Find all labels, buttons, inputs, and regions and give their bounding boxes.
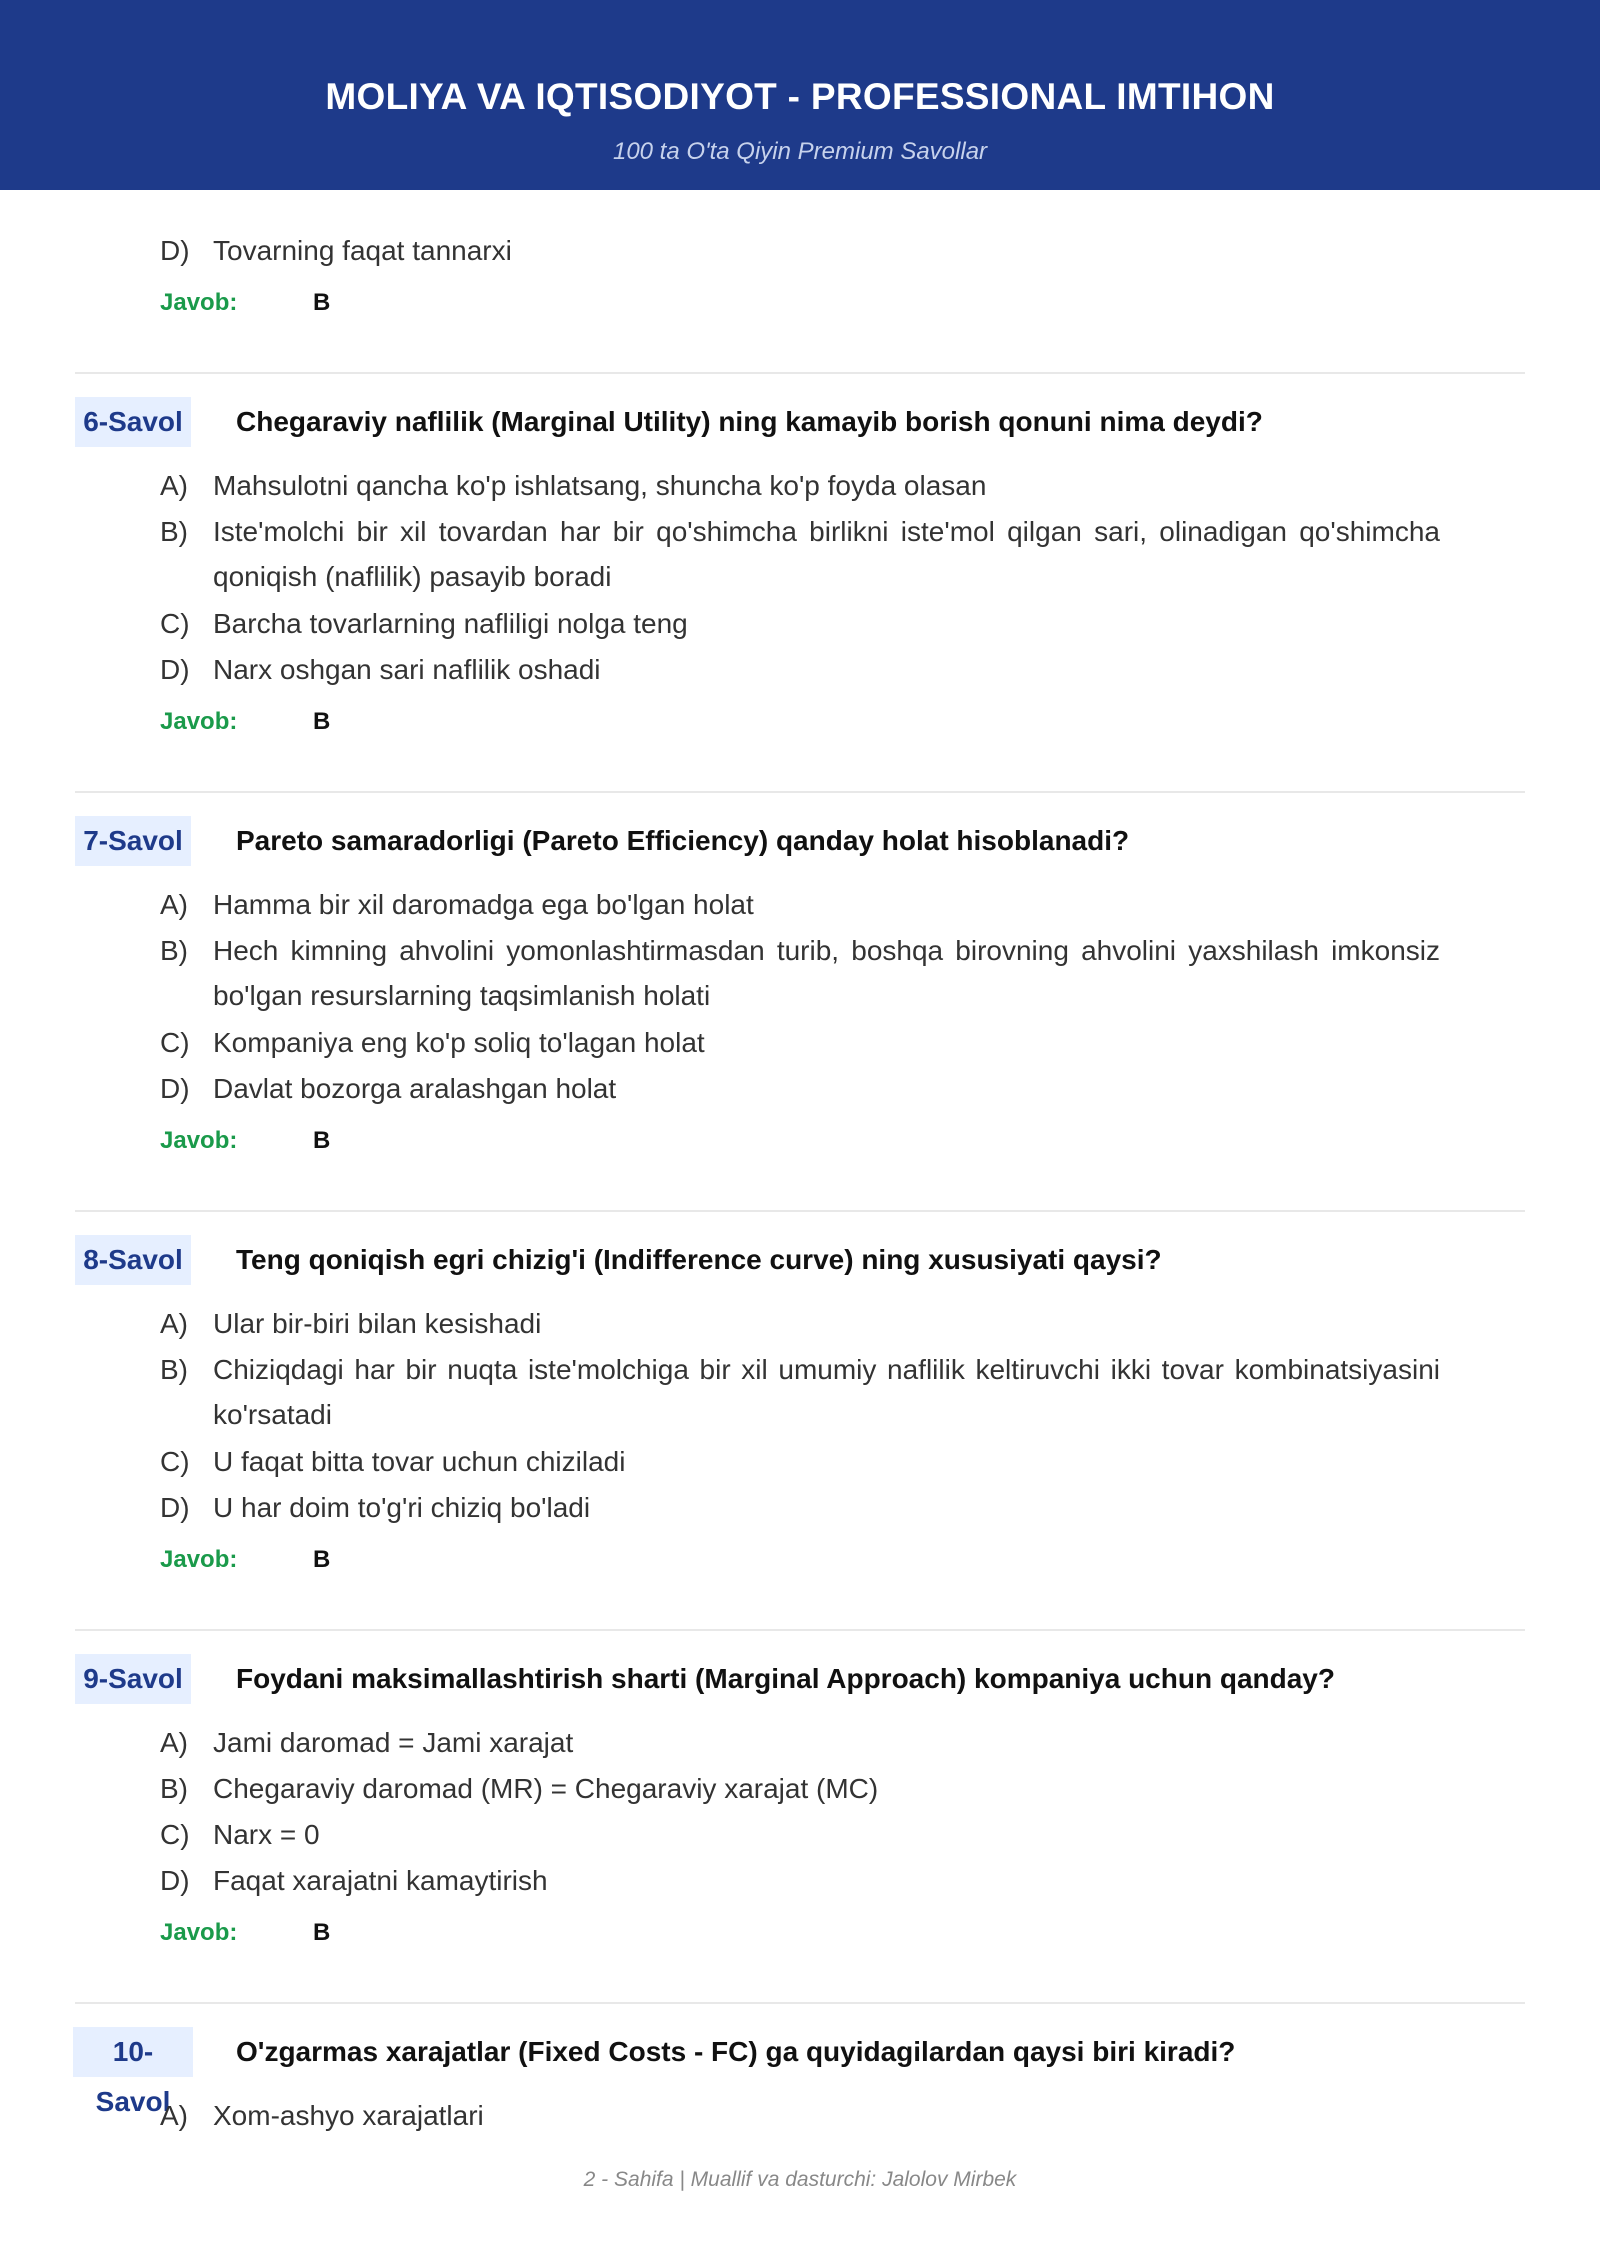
answer-value: B <box>313 1919 331 1946</box>
option-letter: A) <box>160 2100 188 2131</box>
question-text: Pareto samaradorligi (Pareto Efficiency) qanday holat hisoblanadi? <box>236 825 1130 856</box>
answer-label: Javob: <box>160 1546 238 1573</box>
option-row <box>160 1766 1440 1811</box>
answer-label: Javob: <box>160 289 238 316</box>
option-letter: D) <box>160 1492 190 1523</box>
answer-value: B <box>313 708 331 735</box>
divider <box>75 1210 1525 1212</box>
option-letter: B) <box>160 935 188 966</box>
option-text: Davlat bozorga aralashgan holat <box>213 1073 617 1104</box>
question-number-badge: 10-Savol <box>73 2027 193 2077</box>
option-row <box>160 1439 1440 1484</box>
option-text: U har doim to'g'ri chiziq bo'ladi <box>213 1492 591 1523</box>
page-header <box>0 0 1600 190</box>
option-text: Narx oshgan sari naflilik oshadi <box>213 654 601 685</box>
option-row <box>160 928 1440 1018</box>
answer-row <box>160 1544 331 1576</box>
question-text: O'zgarmas xarajatlar (Fixed Costs - FC) ga quyidagilardan qaysi biri kiradi? <box>236 2036 1236 2067</box>
answer-label: Javob: <box>160 1127 238 1154</box>
answer-label: Javob: <box>160 1919 238 1946</box>
option-row <box>160 463 1440 508</box>
option-letter: C) <box>160 1819 190 1850</box>
option-text: Faqat xarajatni kamaytirish <box>213 1865 548 1896</box>
answer-label: Javob: <box>160 708 238 735</box>
option-letter: A) <box>160 889 188 920</box>
option-letter: A) <box>160 1308 188 1339</box>
option-row <box>160 509 1440 599</box>
question-number-badge: 6-Savol <box>75 397 191 447</box>
option-letter: B) <box>160 1354 188 1385</box>
option-row <box>160 1858 1440 1903</box>
option-row <box>160 601 1440 646</box>
option-row <box>160 1301 1440 1346</box>
option-letter: D) <box>160 235 190 266</box>
option-text: Kompaniya eng ko'p soliq to'lagan holat <box>213 1027 705 1058</box>
question-text: Teng qoniqish egri chizig'i (Indifference curve) ning xususiyati qaysi? <box>236 1244 1162 1275</box>
option-row <box>160 1485 1440 1530</box>
option-row <box>160 647 1440 692</box>
option-row <box>160 1347 1440 1437</box>
page-title: MOLIYA VA IQTISODIYOT - PROFESSIONAL IMTIHON <box>325 76 1275 117</box>
option-row <box>160 1720 1440 1765</box>
option-row <box>160 1066 1440 1111</box>
option-text: Narx = 0 <box>213 1819 320 1850</box>
option-row <box>160 1812 1440 1857</box>
answer-value: B <box>313 1127 331 1154</box>
option-text: Ular bir-biri bilan kesishadi <box>213 1308 542 1339</box>
answer-value: B <box>313 289 331 316</box>
divider <box>75 1629 1525 1631</box>
option-text: Xom-ashyo xarajatlari <box>213 2100 484 2131</box>
option-letter: C) <box>160 608 190 639</box>
option-text: Hamma bir xil daromadga ega bo'lgan holat <box>213 889 754 920</box>
divider <box>75 2002 1525 2004</box>
option-text: U faqat bitta tovar uchun chiziladi <box>213 1446 626 1477</box>
option-row <box>160 228 1440 273</box>
option-row <box>160 2093 1440 2138</box>
option-letter: A) <box>160 470 188 501</box>
divider <box>75 372 1525 374</box>
option-letter: B) <box>160 516 188 547</box>
divider <box>75 791 1525 793</box>
option-text: Chiziqdagi har bir nuqta iste'molchiga bir xil umumiy naflilik keltiruvchi ikki tovar kombinatsiyasini ko'rsatadi <box>213 1354 1440 1430</box>
option-text: Tovarning faqat tannarxi <box>213 235 512 266</box>
question-number-badge: 7-Savol <box>75 816 191 866</box>
option-text: Mahsulotni qancha ko'p ishlatsang, shuncha ko'p foyda olasan <box>213 470 987 501</box>
option-text: Hech kimning ahvolini yomonlashtirmasdan turib, boshqa birovning ahvolini yaxshilash imkonsiz bo'lgan resurslarning taqsimlanish holati <box>213 935 1440 1011</box>
question-number-badge: 8-Savol <box>75 1235 191 1285</box>
option-letter: D) <box>160 1865 190 1896</box>
option-letter: C) <box>160 1027 190 1058</box>
option-letter: A) <box>160 1727 188 1758</box>
answer-row <box>160 706 331 738</box>
option-letter: D) <box>160 1073 190 1104</box>
option-text: Barcha tovarlarning nafliligi nolga teng <box>213 608 688 639</box>
page-subtitle: 100 ta O'ta Qiyin Premium Savollar <box>612 138 988 165</box>
option-text: Jami daromad = Jami xarajat <box>213 1727 574 1758</box>
question-text: Foydani maksimallashtirish sharti (Marginal Approach) kompaniya uchun qanday? <box>236 1663 1335 1694</box>
option-row <box>160 882 1440 927</box>
answer-row <box>160 287 331 319</box>
option-text: Chegaraviy daromad (MR) = Chegaraviy xarajat (MC) <box>213 1773 879 1804</box>
option-letter: B) <box>160 1773 188 1804</box>
question-text: Chegaraviy naflilik (Marginal Utility) ning kamayib borish qonuni nima deydi? <box>236 406 1263 437</box>
page-footer: 2 - Sahifa | Muallif va dasturchi: Jalolov Mirbek <box>583 2168 1017 2191</box>
option-letter: C) <box>160 1446 190 1477</box>
answer-value: B <box>313 1546 331 1573</box>
option-letter: D) <box>160 654 190 685</box>
option-text: Iste'molchi bir xil tovardan har bir qo'shimcha birlikni iste'mol qilgan sari, olinadigan qo'shimcha qoniqish (naflilik) pasayib boradi <box>213 516 1440 592</box>
question-number-badge: 9-Savol <box>75 1654 191 1704</box>
answer-row <box>160 1917 331 1949</box>
option-row <box>160 1020 1440 1065</box>
answer-row <box>160 1125 331 1157</box>
